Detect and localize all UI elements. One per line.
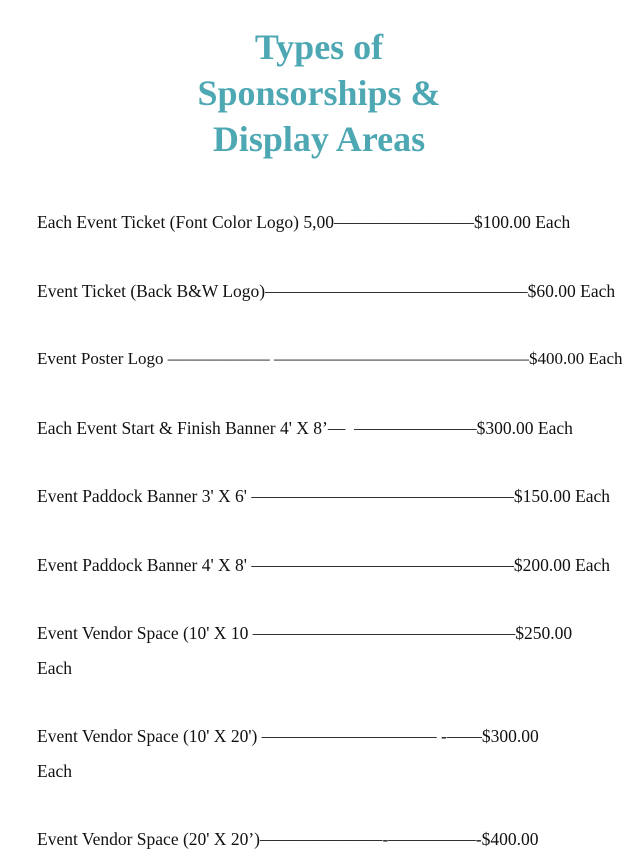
page-title-line-2: Sponsorships &: [197, 73, 441, 113]
page-title-line-3: Display Areas: [212, 119, 426, 159]
sponsorship-item-vendor-space-10x10-continued: Each: [37, 658, 72, 678]
sponsorship-item-paddock-banner-3x6: Event Paddock Banner 3' X 6' ———————————————$150.00 Each: [37, 486, 611, 506]
sponsorship-item-poster-logo: Event Poster Logo —————— ———————————————$400.00 Each: [37, 349, 623, 368]
sponsorship-item-paddock-banner-4x8: Event Paddock Banner 4' X 8' ———————————————$200.00 Each: [37, 555, 611, 575]
page-title: [0, 24, 638, 162]
sponsorship-item-start-finish-banner: Each Event Start & Finish Banner 4' X 8’— ———————$300.00 Each: [37, 418, 573, 438]
sponsorship-item-front-ticket-logo: Each Event Ticket (Font Color Logo) 5,00————————$100.00 Each: [37, 212, 571, 232]
sponsorship-item-vendor-space-10x20: Event Vendor Space (10' X 20') —————————— -——$300.00: [37, 726, 539, 746]
page-title-line-1: Types of: [254, 27, 384, 67]
sponsorship-item-vendor-space-20x20: Event Vendor Space (20' X 20’)———————-—————-$400.00: [37, 829, 539, 849]
sponsorship-item-vendor-space-10x10: Event Vendor Space (10' X 10 ———————————————$250.00: [37, 623, 573, 643]
sponsorship-item-back-ticket-logo: Event Ticket (Back B&W Logo)———————————————$60.00 Each: [37, 281, 616, 301]
sponsorship-item-vendor-space-10x20-continued: Each: [37, 761, 72, 781]
